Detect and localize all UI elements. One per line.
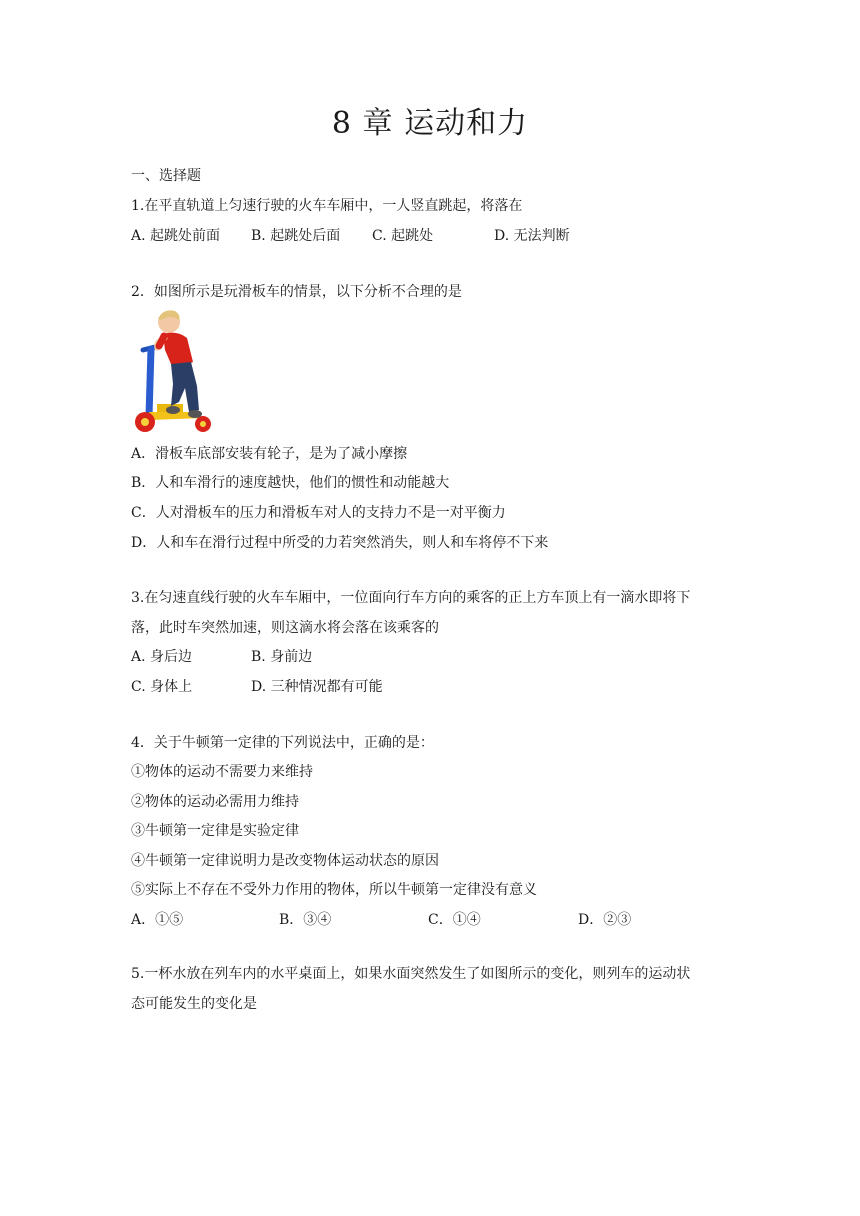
question-4-option-c: C．①④ (428, 912, 481, 928)
question-2-option-b: B．人和车滑行的速度越快，他们的惯性和动能越大 (131, 475, 450, 491)
question-1-option-b: B. 起跳处后面 (251, 228, 341, 244)
question-4-statement-5: ⑤实际上不存在不受外力作用的物体，所以牛顿第一定律没有意义 (131, 882, 537, 898)
question-2-option-d: D．人和车在滑行过程中所受的力若突然消失，则人和车将停不下来 (131, 535, 549, 551)
question-4-option-b: B．③④ (279, 912, 332, 928)
question-3-stem-line-2: 落，此时车突然加速，则这滴水将会落在该乘客的 (131, 620, 439, 636)
question-1-stem: 1.在平直轨道上匀速行驶的火车车厢中，一人竖直跳起，将落在 (131, 198, 523, 214)
question-4-option-d: D．②③ (578, 912, 632, 928)
question-1-option-d: D. 无法判断 (494, 228, 570, 244)
question-3-option-b: B. 身前边 (251, 649, 313, 665)
question-3-stem-line-1: 3.在匀速直线行驶的火车车厢中，一位面向行车方向的乘客的正上方车顶上有一滴水即将下 (131, 590, 691, 606)
question-5-stem-line-1: 5.一杯水放在列车内的水平桌面上，如果水面突然发生了如图所示的变化，则列车的运动状 (131, 966, 691, 982)
question-4-statement-2: ②物体的运动必需用力维持 (131, 794, 299, 810)
question-4-stem: 4．关于牛顿第一定律的下列说法中，正确的是： (131, 735, 434, 751)
section-heading: 一、选择题 (131, 168, 201, 184)
question-1-option-c: C. 起跳处 (372, 228, 434, 244)
question-2-option-c: C．人对滑板车的压力和滑板车对人的支持力不是一对平衡力 (131, 505, 506, 521)
question-3-option-a: A. 身后边 (131, 649, 193, 665)
question-4-statement-1: ①物体的运动不需要力来维持 (131, 764, 313, 780)
child-on-scooter-image (131, 306, 231, 436)
question-5-stem-line-2: 态可能发生的变化是 (131, 996, 257, 1012)
question-2-option-a: A．滑板车底部安装有轮子，是为了减小摩擦 (131, 446, 408, 462)
question-4-statement-3: ③牛顿第一定律是实验定律 (131, 823, 299, 839)
question-3-option-d: D. 三种情况都有可能 (251, 679, 383, 695)
question-1-option-a: A. 起跳处前面 (131, 228, 221, 244)
page-title: 8 章 运动和力 (331, 106, 529, 141)
question-4-statement-4: ④牛顿第一定律说明力是改变物体运动状态的原因 (131, 853, 439, 869)
question-2-stem: 2．如图所示是玩滑板车的情景，以下分析不合理的是 (131, 284, 462, 300)
question-3-option-c: C. 身体上 (131, 679, 193, 695)
question-4-option-a: A．①⑤ (131, 912, 184, 928)
